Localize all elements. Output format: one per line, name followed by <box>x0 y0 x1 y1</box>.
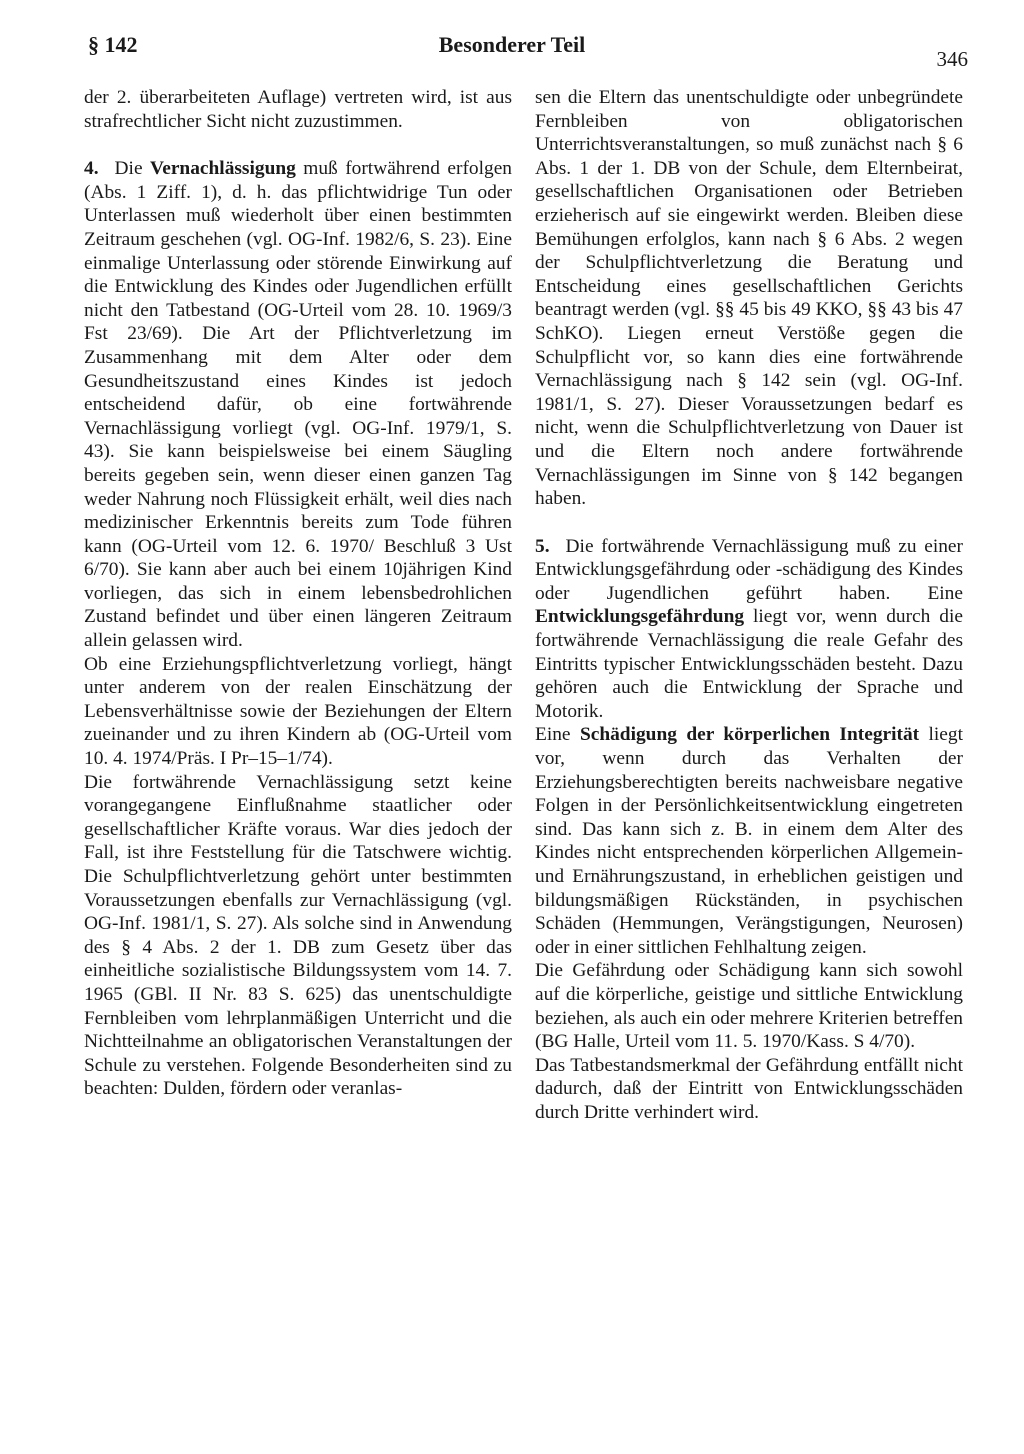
right-column <box>535 86 963 1125</box>
bold-term: Entwicklungsgefährdung <box>535 606 745 628</box>
paragraph: Die fortwährende Vernachlässigung setzt keine vorangegangene Einflußnahme staatlicher oder gesellschaftlicher Kräfte voraus. War dies jedoch der Fall, ist ihre Feststellung für die Tatschwere wichtig. Die Schulpflichtverletzung gehört unter bestimmten Voraussetzungen ebenfalls zur Vernachlässigung (vgl. OG-Inf. 1981/1, S. 27). Als solche sind in Anwendung des § 4 Abs. 2 der 1. DB zum Gesetz über das einheitliche sozialistische Bildungssystem vom 14. 7. 1965 (GBl. II Nr. 83 S. 625) das unentschuldigte Fernbleiben vom lehrplanmäßigen Unterricht und die Nichtteilnahme an obligatorischen Veranstaltungen der Schule zu verstehen. Folgende Besonderheiten sind zu beachten: Dulden, fördern oder veranlas- <box>84 771 512 1100</box>
text-span: Eine <box>535 724 580 746</box>
paragraph-number: 4. <box>84 158 99 180</box>
bold-term: Schädigung der körperlichen Integrität <box>579 724 920 746</box>
paragraph-5 <box>535 535 963 724</box>
running-title: Besonderer Teil <box>438 32 586 57</box>
paragraph: sen die Eltern das unentschuldigte oder unbegründete Fernbleiben von obligatorischen Unterrichtsveranstaltungen, so muß zunächst nach § 6 Abs. 1 der 1. DB von der Schule, dem Elternbeirat, gesellschaftlichen Organisationen oder Betrieben erzieherisch auf sie eingewirkt werden. Bleiben diese Bemühungen erfolglos, kann nach § 6 Abs. 2 wegen der Schulpflichtverletzung die Beratung und Entscheidung eines gesellschaftlichen Gerichts beantragt werden (vgl. §§ 45 bis 49 KKO, §§ 43 bis 47 SchKO). Liegen erneut Verstöße gegen die Schulpflicht vor, so kann dies eine fortwährende Vernachlässigung nach § 142 sein (vgl. OG-Inf. 1981/1, S. 27). Dieser Voraussetzungen bedarf es nicht, wenn die Schulpflichtverletzung von Dauer ist und die Eltern noch andere fortwährende Vernachlässigungen im Sinne von § 142 begangen haben. <box>535 87 963 510</box>
text-span: Die <box>114 158 150 180</box>
text-span: muß fortwährend erfolgen (Abs. 1 Ziff. 1), d. h. das pflichtwidrige Tun oder Unterlassen muß wiederholt über einen bestimmten Zeitraum geschehen (vgl. OG-Inf. 1982/6, S. 23). Eine einmalige Unterlassung oder störende Einwirkung auf die Entwicklung des Kindes oder Jugendlichen erfüllt nicht den Tatbestand (OG-Urteil vom 28. 10. 1969/3 Fst 23/69). Die Art der Pflichtverletzung im Zusammenhang mit dem Alter oder dem Gesundheitszustand eines Kindes ist jedoch entscheidend dafür, ob eine fortwährende Vernachlässigung vorliegt (vgl. OG-Inf. 1979/1, S. 43). Sie kann beispielsweise bei einem Säugling bereits gegeben sein, wenn dieser einen ganzen Tag weder Nahrung noch Flüssigkeit erhält, weil dies nach medizinischer Erkenntnis bereits zum Tode führen kann (OG-Urteil vom 12. 6. 1970/ Beschluß 3 Ust 6/70). Sie kann aber auch bei einem 10jährigen Kind vorliegen, das sich in einem lebensbedrohlichen Zustand befindet und über einen längeren Zeitraum allein gelassen wird. <box>84 158 512 652</box>
paragraph-4 <box>84 157 512 652</box>
left-column <box>84 86 512 1101</box>
page-number: 346 <box>936 47 968 71</box>
bold-term: Vernachlässigung <box>150 158 296 180</box>
paragraph: Ob eine Erziehungspflichtverletzung vorliegt, hängt unter anderem von der realen Einschätzung der Lebensverhältnisse sowie der Beziehungen der Eltern zueinander und zu ihren Kindern ab (OG-Urteil vom 10. 4. 1974/Präs. I Pr–15–1/74). <box>84 653 512 770</box>
text-span: Die fortwährende Vernachlässigung muß zu einer Entwicklungsgefährdung oder -schädigung des Kindes oder Jugendlichen geführt haben. Eine <box>535 535 963 604</box>
paragraph: Das Tatbestandsmerkmal der Gefährdung entfällt nicht dadurch, daß der Eintritt von Entwicklungsschäden durch Dritte verhindert wird. <box>535 1054 963 1123</box>
paragraph-number: 5. <box>535 535 550 557</box>
text-span: liegt vor, wenn durch die fortwährende Vernachlässigung die reale Gefahr des Eintritts typischer Entwicklungsschäden besteht. Dazu gehören auch die Entwicklung der Sprache und Motorik. <box>535 606 963 722</box>
paragraph: Die Gefährdung oder Schädigung kann sich sowohl auf die körperliche, geistige und sittliche Entwicklung beziehen, als auch ein oder mehrere Kriterien betreffen (BG Halle, Urteil vom 11. 5. 1970/Kass. S 4/70). <box>535 960 963 1053</box>
text-span: liegt vor, wenn durch das Verhalten der Erziehungsberechtigten bereits nachweisbare negative Folgen in der Persönlichkeitsentwicklung eingetreten sind. Das kann sich z. B. in einem dem Alter des Kindes nicht entsprechenden körperlichen Allgemein- und Ernährungszustand, in erheblichen geistigen und bildungsmäßigen Rückständen, in psychischen Schäden (Hemmungen, Verängstigungen, Neurosen) oder in einer sittlichen Fehlhaltung zeigen. <box>535 724 963 958</box>
paragraph: der 2. überarbeiteten Auflage) vertreten wird, ist aus strafrechtlicher Sicht nicht zuzustimmen. <box>84 87 512 132</box>
section-number: § 142 <box>88 32 138 57</box>
paragraph <box>535 723 963 959</box>
